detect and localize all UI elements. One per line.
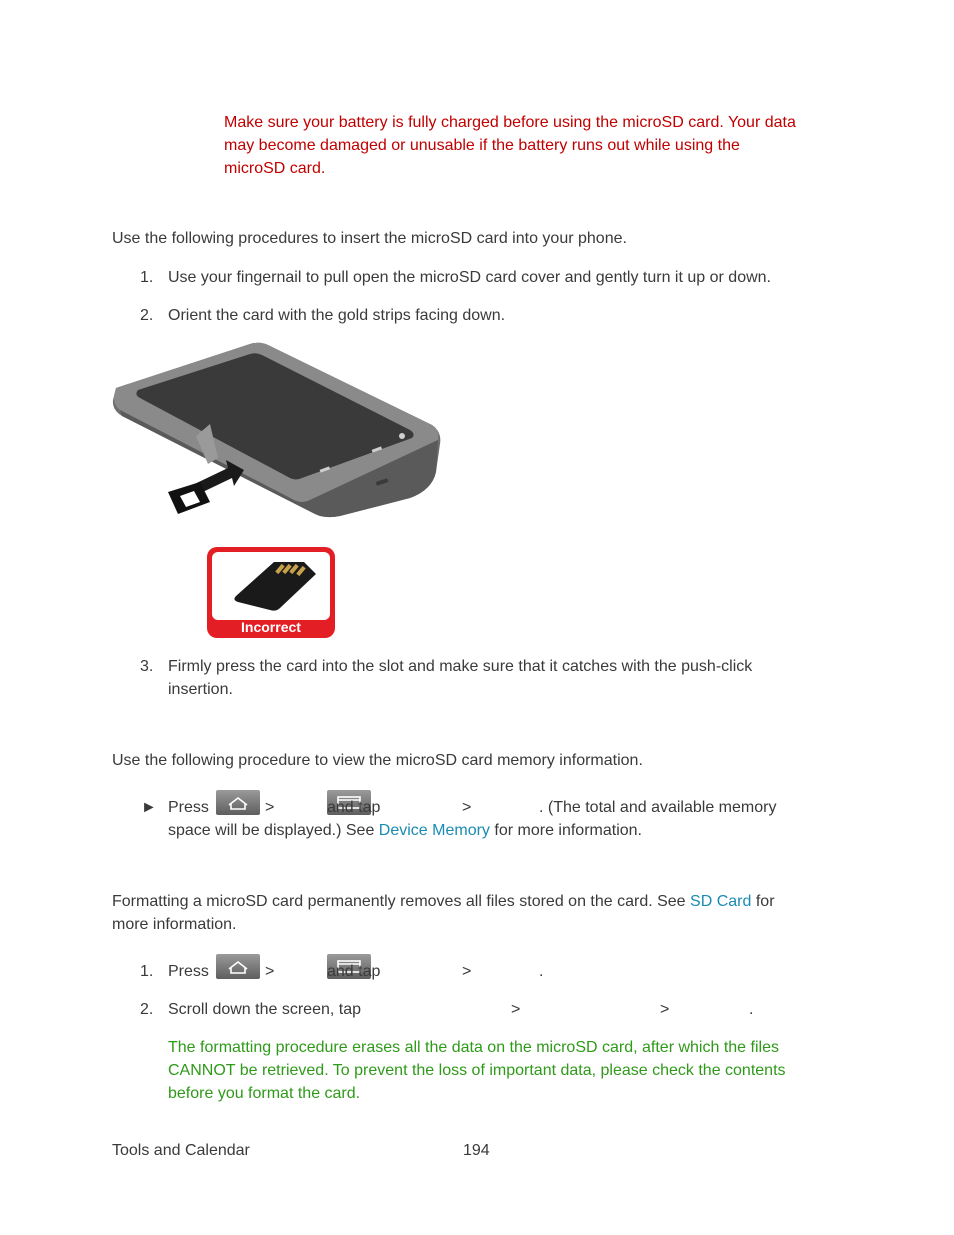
press-text: Press [168, 799, 209, 816]
phone-insert-illustration [110, 340, 445, 525]
warning-line-3: microSD card. [224, 160, 326, 177]
and-tap-text: and tap [327, 799, 381, 816]
format-intro-line-1 [112, 890, 775, 913]
view-step-after: . (The total and available memory [539, 799, 777, 816]
page-number: 194 [463, 1142, 490, 1159]
format-step-1 [0, 960, 954, 986]
gt-symbol: > [265, 963, 275, 980]
gt-symbol: > [265, 799, 275, 816]
step-number: 2. [140, 1001, 154, 1018]
view-intro: Use the following procedure to view the microSD card memory information. [112, 752, 643, 769]
step-end: . [749, 1001, 754, 1018]
step-text-line-2: insertion. [168, 681, 233, 698]
press-text: Press [168, 963, 209, 980]
insert-intro: Use the following procedures to insert the microSD card into your phone. [112, 230, 627, 247]
warning-line-2: may become damaged or unusable if the battery runs out while using the [224, 137, 740, 154]
format-intro-line-2: more information. [112, 916, 237, 933]
format-note-line-3: before you format the card. [168, 1085, 361, 1102]
and-tap-text: and tap [327, 963, 381, 980]
incorrect-label: Incorrect [241, 619, 301, 635]
step-number: 1. [140, 269, 154, 286]
gt-symbol: > [660, 1001, 670, 1018]
format-intro-post: for [755, 893, 775, 910]
warning-line-1: Make sure your battery is fully charged before using the microSD card. Your data [224, 114, 796, 131]
format-note [168, 1036, 786, 1105]
view-step-line-2 [168, 819, 642, 842]
gt-symbol: > [462, 963, 472, 980]
step-text-line-1: Firmly press the card into the slot and make sure that it catches with the push-click [168, 658, 753, 675]
step-text [168, 655, 752, 701]
gt-symbol: > [462, 799, 472, 816]
step-number: 3. [140, 658, 154, 675]
step-text: Scroll down the screen, tap [168, 1001, 361, 1018]
device-memory-link[interactable]: Device Memory [378, 822, 490, 839]
bullet-icon: ► [141, 799, 157, 816]
view-step-line-2-post: for more information. [494, 822, 642, 839]
step-text: Use your fingernail to pull open the microSD card cover and gently turn it up or down. [168, 269, 771, 286]
format-note-line-1: The formatting procedure erases all the data on the microSD card, after which the files [168, 1039, 779, 1056]
warning-text [224, 111, 796, 180]
home-key-icon [216, 790, 260, 815]
home-key-icon [216, 954, 260, 979]
format-intro-pre: Formatting a microSD card permanently removes all files stored on the card. See [112, 893, 686, 910]
gt-symbol: > [511, 1001, 521, 1018]
footer-section: Tools and Calendar [112, 1142, 250, 1159]
step-number: 1. [140, 963, 154, 980]
view-step-line-2-pre: space will be displayed.) See [168, 822, 375, 839]
format-note-line-2: CANNOT be retrieved. To prevent the loss of important data, please check the contents [168, 1062, 786, 1079]
step-end: . [539, 963, 544, 980]
sd-card-link[interactable]: SD Card [690, 893, 752, 910]
step-number: 2. [140, 307, 154, 324]
step-text: Orient the card with the gold strips facing down. [168, 307, 506, 324]
